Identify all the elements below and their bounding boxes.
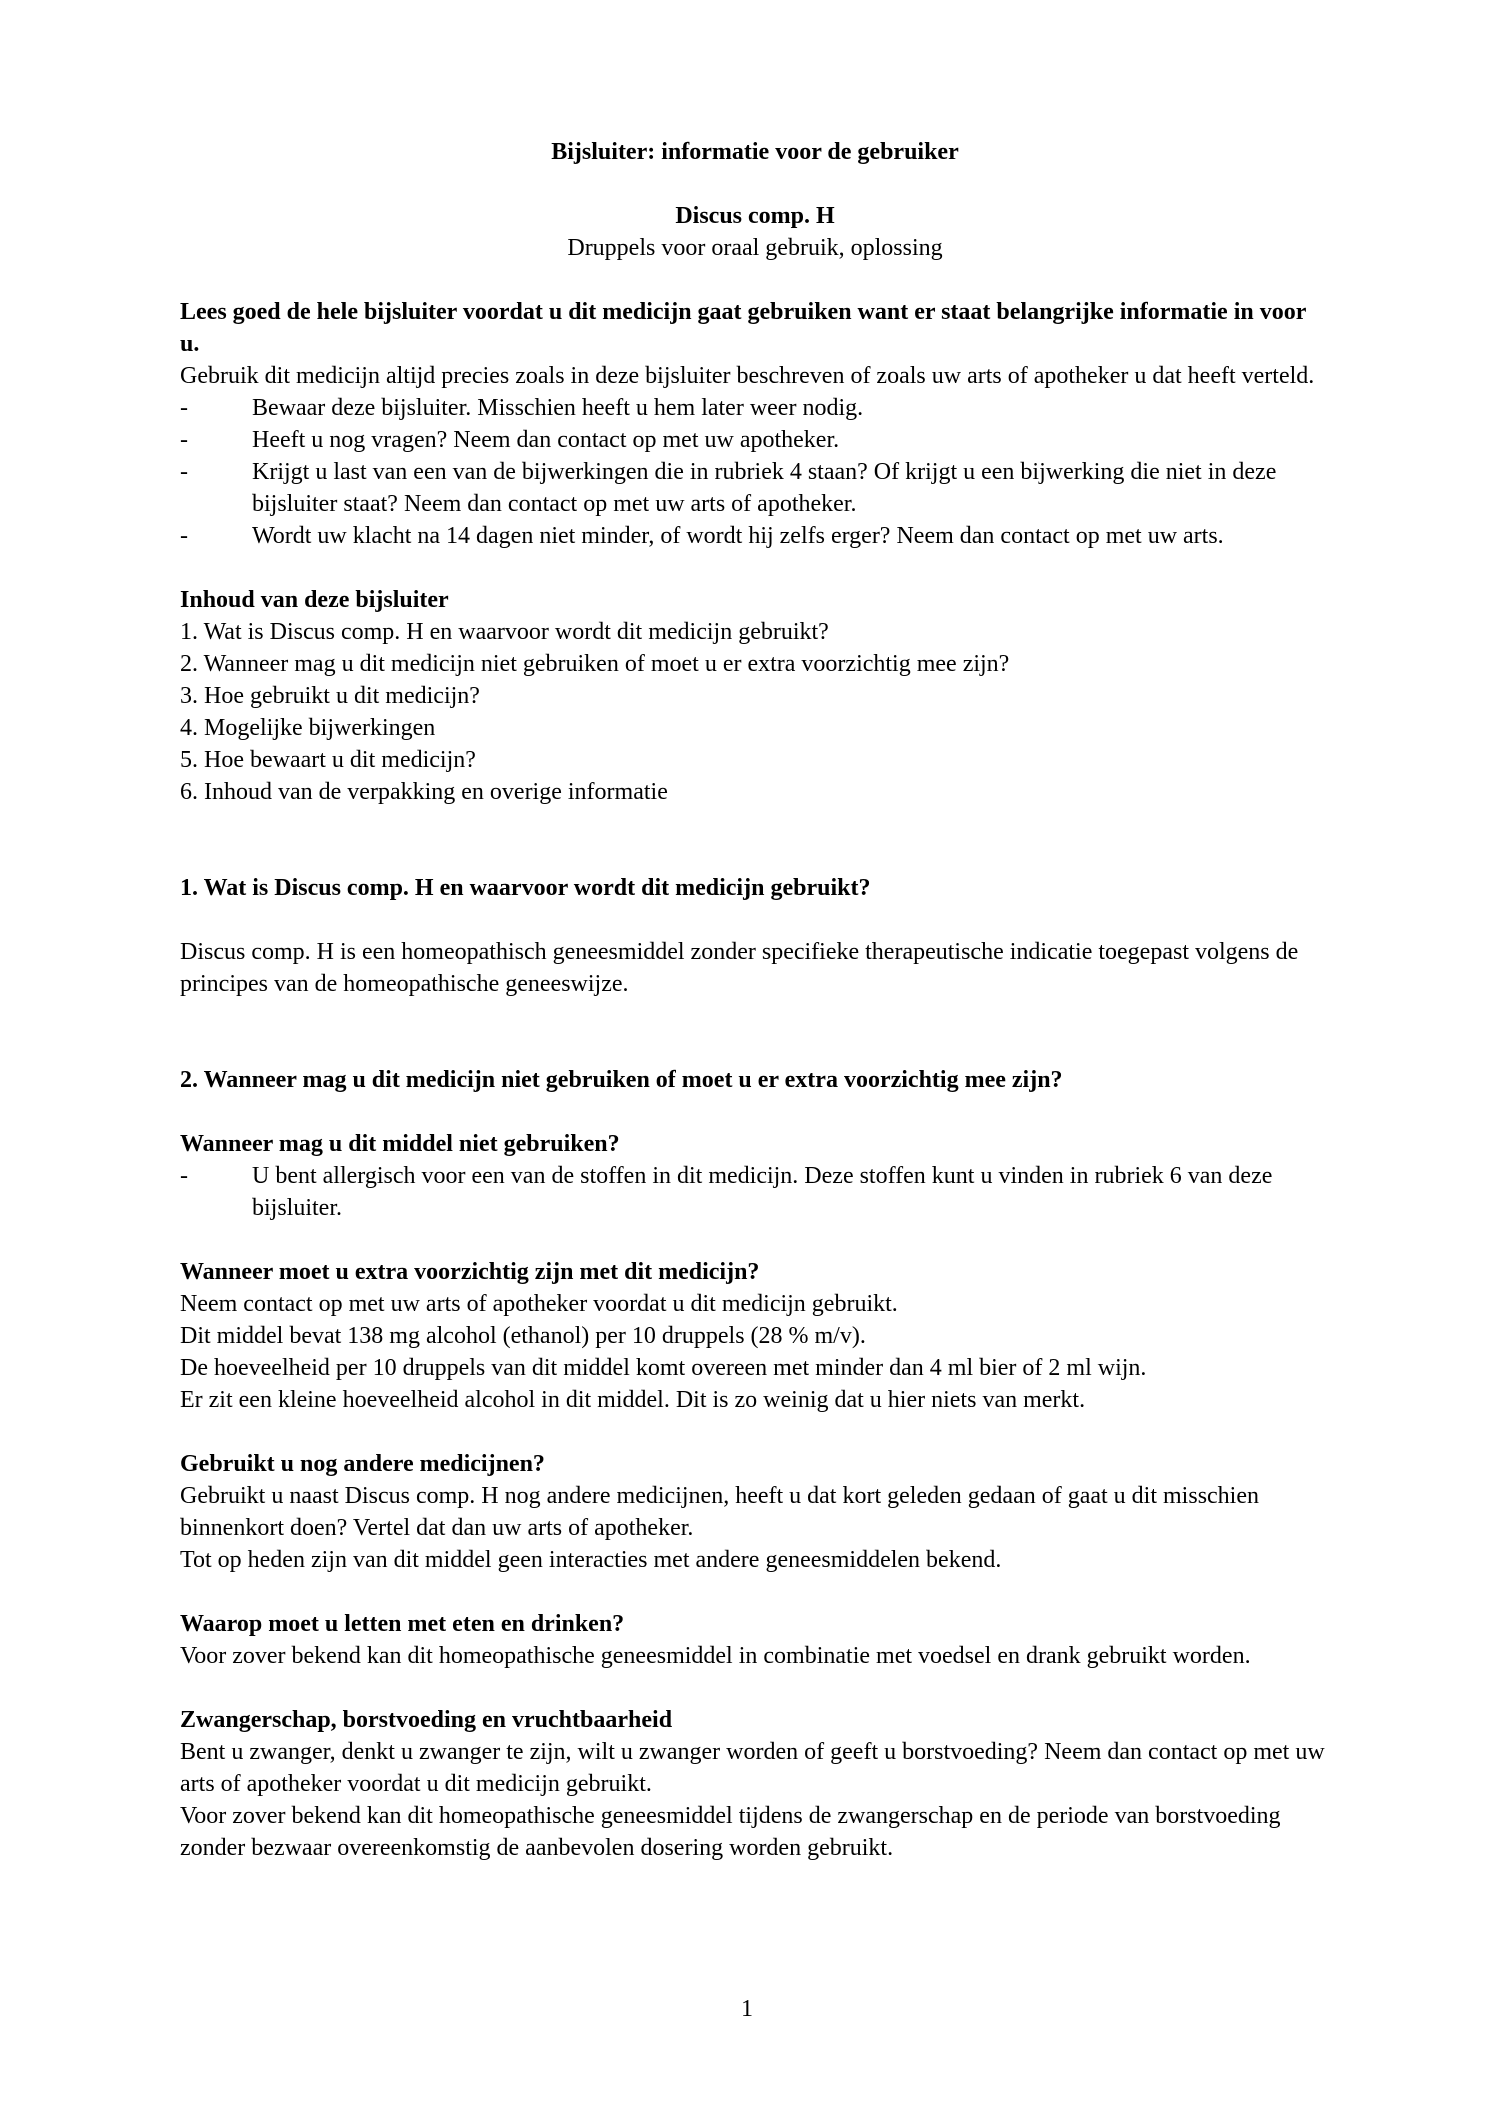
- food-drink-paragraph: Voor zover bekend kan dit homeopathische geneesmiddel in combinatie met voedsel en drank gebruikt worden.: [180, 1643, 1251, 1669]
- other-medicines-paragraph: Tot op heden zijn van dit middel geen interacties met andere geneesmiddelen bekend.: [180, 1547, 1002, 1573]
- bullet-text: Krijgt u last van een van de bijwerkingen die in rubriek 4 staan? Of krijgt u een bijwerking die niet in deze bijsluiter staat? Neem dan contact op met uw arts of apotheker.: [252, 459, 1277, 517]
- toc-item-4: 4. Mogelijke bijwerkingen: [180, 715, 436, 741]
- bullet-text: Wordt uw klacht na 14 dagen niet minder, of wordt hij zelfs erger? Neem dan contact op met uw arts.: [252, 523, 1224, 549]
- bullet-item: [180, 520, 1330, 552]
- toc-item-5: 5. Hoe bewaart u dit medicijn?: [180, 747, 476, 773]
- bullet-text: U bent allergisch voor een van de stoffen in dit medicijn. Deze stoffen kunt u vinden in rubriek 6 van deze bijsluiter.: [252, 1163, 1273, 1221]
- pregnancy-paragraph: Bent u zwanger, denkt u zwanger te zijn, wilt u zwanger worden of geeft u borstvoeding? Neem dan contact op met uw arts of apotheker voordat u dit medicijn gebruikt.: [180, 1739, 1325, 1797]
- section-1-heading: 1. Wat is Discus comp. H en waarvoor wordt dit medicijn gebruikt?: [180, 875, 871, 901]
- contraindications-bullet-list: [180, 1160, 1330, 1224]
- section-1-body: Discus comp. H is een homeopathisch geneesmiddel zonder specifieke therapeutische indicatie toegepast volgens de principes van de homeopathische geneeswijze.: [180, 939, 1299, 997]
- toc-list: [180, 616, 1330, 808]
- pregnancy-heading: Zwangerschap, borstvoeding en vruchtbaarheid: [180, 1707, 673, 1733]
- bullet-text: Heeft u nog vragen? Neem dan contact op met uw apotheker.: [252, 427, 840, 453]
- intro-usage-note: Gebruik dit medicijn altijd precies zoals in deze bijsluiter beschreven of zoals uw arts of apotheker u dat heeft verteld.: [180, 363, 1315, 389]
- precautions-paragraph: Er zit een kleine hoeveelheid alcohol in dit middel. Dit is zo weinig dat u hier niets van merkt.: [180, 1387, 1086, 1413]
- bullet-item: [180, 392, 1330, 424]
- bullet-dash: -: [180, 459, 188, 485]
- toc-item-6: 6. Inhoud van de verpakking en overige informatie: [180, 779, 668, 805]
- bullet-item: [180, 424, 1330, 456]
- toc-item-3: 3. Hoe gebruikt u dit medicijn?: [180, 683, 480, 709]
- bullet-dash: -: [180, 523, 188, 549]
- pregnancy-body: [180, 1736, 1330, 1864]
- bullet-dash: -: [180, 395, 188, 421]
- toc-heading: Inhoud van deze bijsluiter: [180, 587, 449, 613]
- bullet-item: [180, 1160, 1330, 1224]
- pregnancy-paragraph: Voor zover bekend kan dit homeopathische geneesmiddel tijdens de zwangerschap en de periode van borstvoeding zonder bezwaar overeenkomstig de aanbevolen dosering worden gebruikt.: [180, 1803, 1281, 1861]
- toc-item-2: 2. Wanneer mag u dit medicijn niet gebruiken of moet u er extra voorzichtig mee zijn?: [180, 651, 1010, 677]
- toc-item-1: 1. Wat is Discus comp. H en waarvoor wordt dit medicijn gebruikt?: [180, 619, 829, 645]
- food-drink-heading: Waarop moet u letten met eten en drinken?: [180, 1611, 625, 1637]
- precautions-heading: Wanneer moet u extra voorzichtig zijn met dit medicijn?: [180, 1259, 760, 1285]
- page-number: 1: [741, 1996, 753, 2022]
- other-medicines-paragraph: Gebruikt u naast Discus comp. H nog andere medicijnen, heeft u dat kort geleden gedaan of gaat u dit misschien binnenkort doen? Vertel dat dan uw arts of apotheker.: [180, 1483, 1260, 1541]
- leaflet-content: [180, 136, 1330, 1864]
- other-medicines-heading: Gebruikt u nog andere medicijnen?: [180, 1451, 545, 1477]
- product-name: Discus comp. H: [675, 203, 835, 229]
- bullet-dash: -: [180, 1163, 188, 1189]
- section-2-heading: 2. Wanneer mag u dit medicijn niet gebruiken of moet u er extra voorzichtig mee zijn?: [180, 1067, 1063, 1093]
- contraindications-heading: Wanneer mag u dit middel niet gebruiken?: [180, 1131, 620, 1157]
- bullet-text: Bewaar deze bijsluiter. Misschien heeft u hem later weer nodig.: [252, 395, 864, 421]
- document-title: Bijsluiter: informatie voor de gebruiker: [551, 139, 959, 165]
- dosage-form-subtitle: Druppels voor oraal gebruik, oplossing: [567, 235, 943, 261]
- intro-warning: Lees goed de hele bijsluiter voordat u dit medicijn gaat gebruiken want er staat belangrijke informatie in voor u.: [180, 299, 1306, 357]
- bullet-item: [180, 456, 1330, 520]
- other-medicines-body: [180, 1480, 1330, 1576]
- bullet-dash: -: [180, 427, 188, 453]
- intro-bullet-list: [180, 392, 1330, 552]
- precautions-paragraph: Neem contact op met uw arts of apotheker voordat u dit medicijn gebruikt.: [180, 1291, 898, 1317]
- precautions-body: [180, 1288, 1330, 1416]
- precautions-paragraph: De hoeveelheid per 10 druppels van dit middel komt overeen met minder dan 4 ml bier of 2 ml wijn.: [180, 1355, 1147, 1381]
- food-drink-body: [180, 1640, 1330, 1672]
- precautions-paragraph: Dit middel bevat 138 mg alcohol (ethanol) per 10 druppels (28 % m/v).: [180, 1323, 866, 1349]
